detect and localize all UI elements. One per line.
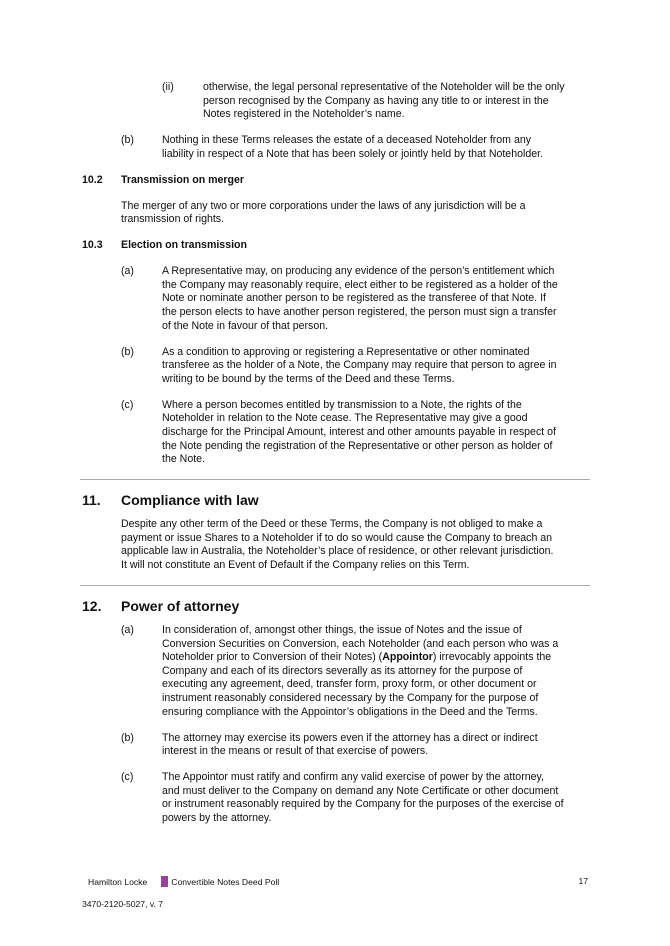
text-line: Noteholder in relation to the Note cease. The Representative may give a good (162, 412, 528, 425)
text-line: applicable law in Australia, the Noteholder’s place of residence, or other relevant jurisdiction. (121, 545, 554, 558)
page-number: 17 (578, 876, 588, 886)
list-item (0, 81, 670, 122)
text-line: transmission of rights. (121, 213, 225, 226)
text-line: transferee as the holder of a Note, the Company may require that person to agree in (162, 359, 557, 372)
text-line: Power of attorney (121, 597, 240, 614)
item-number: (b) (121, 345, 134, 358)
text-line: Note or nominate another person to be registered as the transferee of that Note. If (162, 292, 546, 305)
document-id: 3470-2120-5027, v. 7 (82, 899, 164, 909)
text-line: payment or issue Shares to a Noteholder if to do so would cause the Company to breach an (121, 531, 553, 544)
footer-document-title: Convertible Notes Deed Poll (171, 877, 280, 887)
item-number: 10.3 (82, 239, 103, 252)
text-line: Nothing in these Terms releases the estate of a deceased Noteholder from any (162, 134, 532, 147)
list-item (0, 399, 670, 467)
item-number: (b) (121, 134, 134, 147)
text-line: and must deliver to the Company on demand any Note Certificate or other document (162, 784, 559, 797)
section-divider (80, 479, 590, 480)
footer-accent-square (161, 876, 168, 887)
text-line: As a condition to approving or registering a Representative or other nominated (162, 345, 530, 358)
text-line: person recognised by the Company as having any title to or interest in the (203, 94, 549, 107)
item-number: (c) (121, 771, 134, 784)
item-number: (a) (121, 623, 134, 636)
text-line: the Note. (162, 453, 205, 466)
item-number: 11. (82, 492, 101, 509)
text-line: It will not constitute an Event of Default if the Company relies on this Term. (121, 558, 470, 571)
footer-firm: Hamilton Locke (88, 877, 148, 887)
text-line: ensuring compliance with the Appointor’s obligations in the Deed and the Terms. (162, 705, 538, 718)
text-line: Company and each of its directors severally as its attorney for the purpose of (162, 664, 523, 677)
text-line: The attorney may exercise its powers even if the attorney has a direct or indirect (162, 731, 538, 744)
text-line: Transmission on merger (121, 173, 245, 186)
paragraph (0, 518, 670, 572)
list-item (0, 771, 670, 825)
text-line: Conversion Securities on Conversion, each Noteholder (and each person who was a (162, 637, 559, 650)
text-line: powers by the attorney. (162, 811, 272, 824)
text-line: Election on transmission (121, 239, 247, 252)
text-line: otherwise, the legal personal representative of the Noteholder will be the only (203, 81, 565, 93)
text-line: Where a person becomes entitled by transmission to a Note, the rights of the (162, 398, 522, 411)
text-line: A Representative may, on producing any evidence of the person’s entitlement which (162, 265, 555, 278)
text-line: interest in the means or result of that exercise of powers. (162, 745, 429, 758)
text-line: The merger of any two or more corporations under the laws of any jurisdiction will be a (121, 199, 526, 212)
text-line: the Company may reasonably require, elect either to be registered as a holder of the (162, 278, 558, 291)
list-item (0, 134, 670, 161)
document-body (0, 81, 670, 838)
section-divider (80, 585, 590, 586)
item-number: (ii) (162, 81, 174, 93)
item-number: (a) (121, 265, 134, 278)
item-number: 12. (82, 597, 102, 614)
list-item (0, 346, 670, 387)
page-footer (88, 876, 588, 887)
text-line: Compliance with law (121, 492, 259, 509)
text-line: The Appointor must ratify and confirm any valid exercise of power by the attorney, (162, 771, 544, 784)
list-item (0, 732, 670, 759)
list-item (0, 624, 670, 719)
text-line: or instrument reasonably required by the Company for the purposes of the exercise of (162, 798, 564, 811)
text-line: executing any agreement, deed, transfer form, proxy form, or other document or (162, 678, 537, 691)
text-line: Noteholder prior to Conversion of their Notes) (Appointor) irrevocably appoints the (162, 651, 552, 664)
text-line: writing to be bound by the terms of the Deed and these Terms. (162, 372, 455, 385)
paragraph (0, 200, 670, 227)
subsection-heading (0, 239, 670, 253)
item-number: (c) (121, 398, 134, 411)
text-line: Despite any other term of the Deed or these Terms, the Company is not obliged to make a (121, 518, 543, 531)
list-item (0, 265, 670, 333)
text-line: the person elects to have another person registered, the person must sign a transfer (162, 306, 557, 319)
text-line: Notes registered in the Noteholder’s name. (203, 108, 405, 121)
section-heading (0, 492, 670, 509)
text-line: liability in respect of a Note that has been solely or jointly held by that Noteholder. (162, 147, 544, 160)
text-line: the Note pending the registration of the Representative or other person as holder of (162, 439, 553, 452)
item-number: (b) (121, 731, 134, 744)
text-line: instrument reasonably considered necessary by the Company for the purpose of (162, 691, 539, 704)
item-number: 10.2 (82, 173, 103, 186)
section-heading (0, 598, 670, 615)
text-line: In consideration of, amongst other things, the issue of Notes and the issue of (162, 623, 522, 636)
text-line: discharge for the Principal Amount, interest and other amounts payable in respect of (162, 426, 556, 439)
text-line: of the Note in favour of that person. (162, 319, 329, 332)
subsection-heading (0, 174, 670, 188)
